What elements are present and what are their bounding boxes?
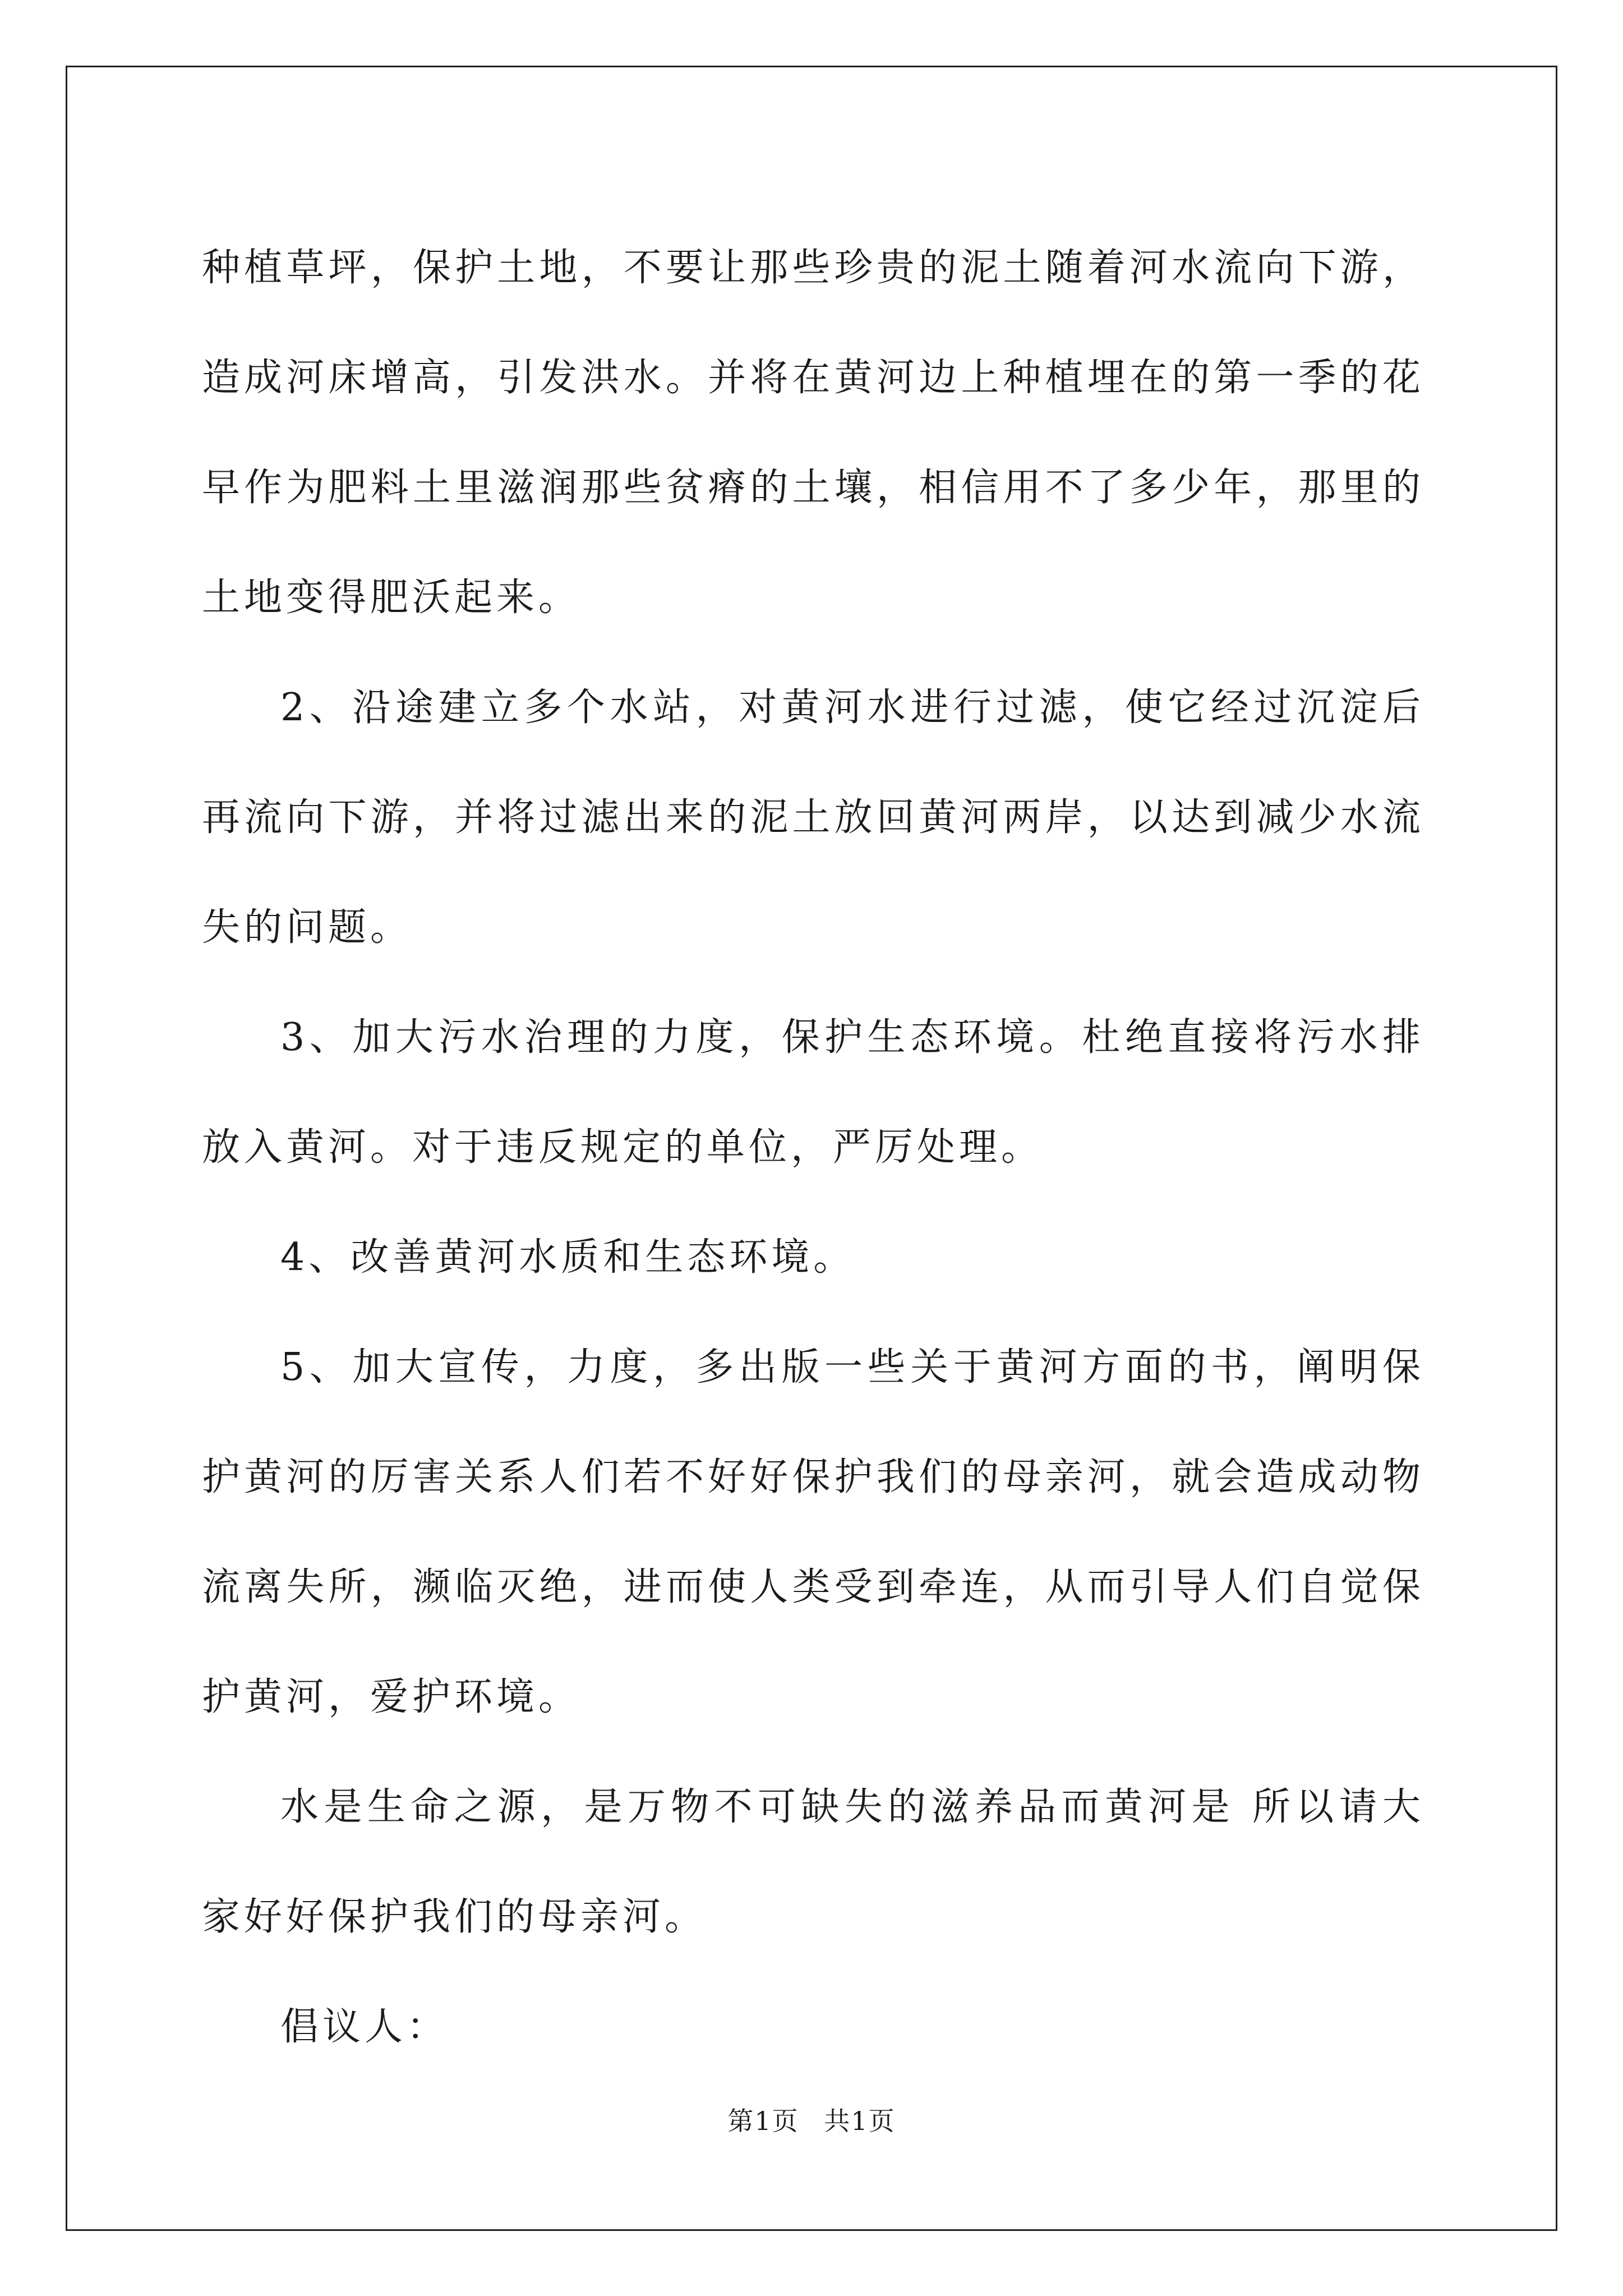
paragraph-continuation: 种植草坪，保护土地，不要让那些珍贵的泥土随着河水流向下游，造成河床增高，引发洪水。并将在黄河边上种植埋在的第一季的花早作为肥料土里滋润那些贫瘠的土壤，相信用不了多少年，那里的土地变得肥沃起来。	[202, 246, 1424, 620]
page-number: 第1页	[727, 2106, 799, 2136]
paragraph-item-3: 3、加大污水治理的力度，保护生态环境。杜绝直接将污水排放入黄河。对于违反规定的单位，严厉处理。	[202, 1015, 1424, 1170]
paragraph-item-4: 4、改善黄河水质和生态环境。	[280, 1235, 856, 1280]
page-footer	[0, 2101, 1623, 2138]
signature-line: 倡议人：	[280, 2005, 449, 2049]
document-body	[202, 213, 1424, 2082]
paragraph-item-2: 2、沿途建立多个水站，对黄河水进行过滤，使它经过沉淀后再流向下游，并将过滤出来的泥土放回黄河两岸，以达到减少水流失的问题。	[202, 685, 1424, 950]
paragraph-item-5: 5、加大宣传，力度，多出版一些关于黄河方面的书，阐明保护黄河的厉害关系人们若不好好保护我们的母亲河，就会造成动物流离失所，濒临灭绝，进而使人类受到牵连，从而引导人们自觉保护黄河，爱护环境。	[202, 1345, 1424, 1719]
paragraph-conclusion: 水是生命之源，是万物不可缺失的滋养品而黄河是 所以请大家好好保护我们的母亲河。	[202, 1785, 1424, 1939]
page-total: 共1页	[824, 2106, 896, 2136]
